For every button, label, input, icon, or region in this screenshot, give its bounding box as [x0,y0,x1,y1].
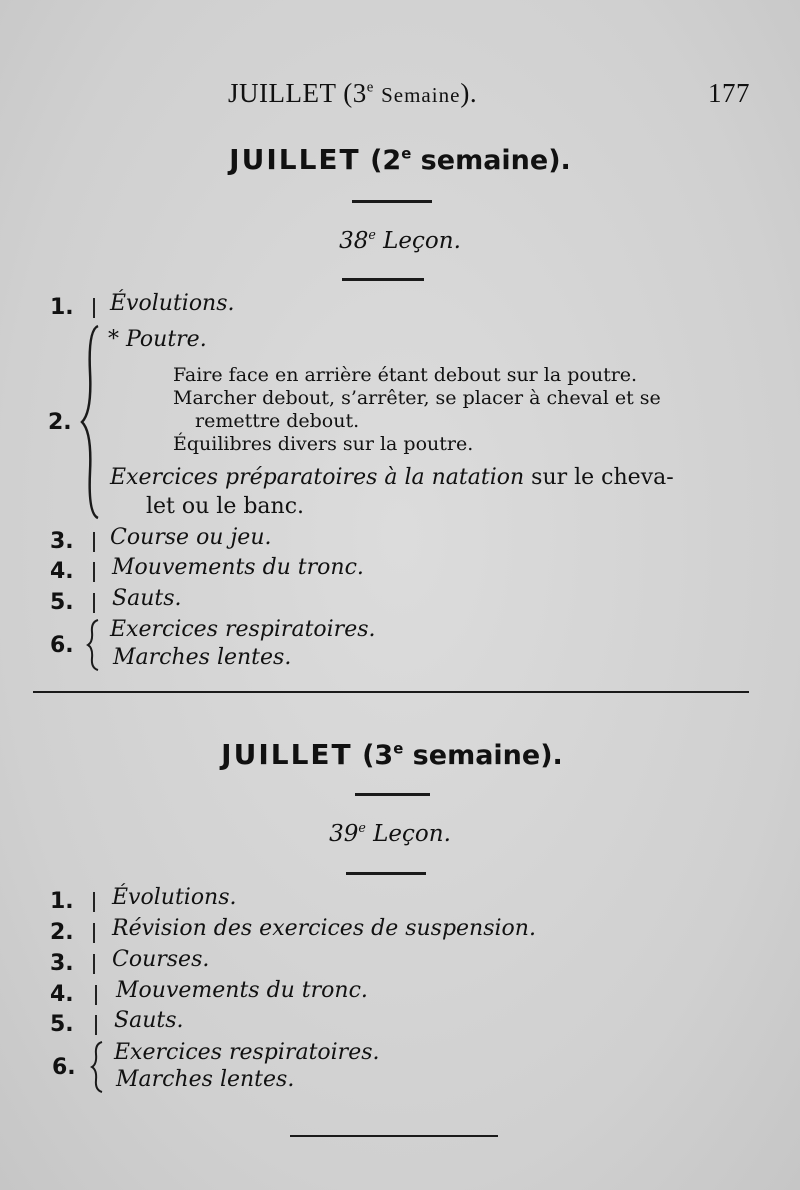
item-line: Marcher debout, s’arrêter, se placer à cheval et se [173,387,661,409]
item-number: 5. [50,590,74,615]
item-text: Révision des exercices de suspension. [112,916,536,941]
item-bar [95,1015,97,1035]
item-text: Course ou jeu. [110,525,272,550]
short-rule [342,278,424,281]
running-head [0,78,800,114]
item-bar [95,985,97,1005]
short-rule [355,793,430,796]
section-title-week-3: JUILLET (3e semaine). [221,738,563,771]
item-bar [93,298,95,318]
item-number: 1. [50,295,74,320]
brace-icon [86,618,104,672]
item-bar [93,593,95,613]
item-text: Sauts. [114,1008,184,1033]
item-text: Courses. [112,947,210,972]
item-bar [93,923,95,943]
item-text: Évolutions. [112,885,237,910]
item-text: Sauts. [112,586,182,611]
section-divider [33,691,749,693]
item-text: Mouvements du tronc. [116,978,368,1003]
lesson-heading-38: 38e Leçon. [339,227,461,254]
item-bar [93,532,95,552]
item-bar [93,892,95,912]
item-extra-continuation: let ou le banc. [146,494,305,519]
item-line: Exercices respiratoires. [110,617,376,642]
item-line: Équilibres divers sur la poutre. [173,433,474,455]
brace-icon [90,1040,108,1094]
item-number: 4. [50,982,74,1007]
item-number: 6. [52,1055,76,1080]
item-bar [93,562,95,582]
item-number: 4. [50,559,74,584]
item-extra-line: Exercices préparatoires à la natation sur le cheva- [110,465,674,490]
short-rule [346,872,426,875]
item-number: 1. [50,889,74,914]
item-line: Marches lentes. [116,1067,295,1092]
item-number: 3. [50,529,74,554]
item-number: 5. [50,1012,74,1037]
lesson-heading-39: 39e Leçon. [329,820,451,847]
item-line: Exercices respiratoires. [114,1040,380,1065]
page-number: 177 [708,78,750,108]
end-rule [290,1135,498,1137]
item-line: remettre debout. [195,410,360,432]
brace-icon [80,322,110,522]
section-title-week-2: JUILLET (2e semaine). [229,143,571,176]
item-number: 2. [50,920,74,945]
short-rule [352,200,432,203]
item-number: 6. [50,633,74,658]
item-heading: * Poutre. [108,327,207,352]
item-number: 2. [48,410,72,435]
item-text: Évolutions. [110,291,235,316]
running-title: JUILLET (3e Semaine). [228,78,478,108]
item-line: Marches lentes. [113,645,292,670]
item-bar [93,954,95,974]
item-number: 3. [50,951,74,976]
item-text: Mouvements du tronc. [112,555,364,580]
item-line: Faire face en arrière étant debout sur la poutre. [173,364,638,386]
